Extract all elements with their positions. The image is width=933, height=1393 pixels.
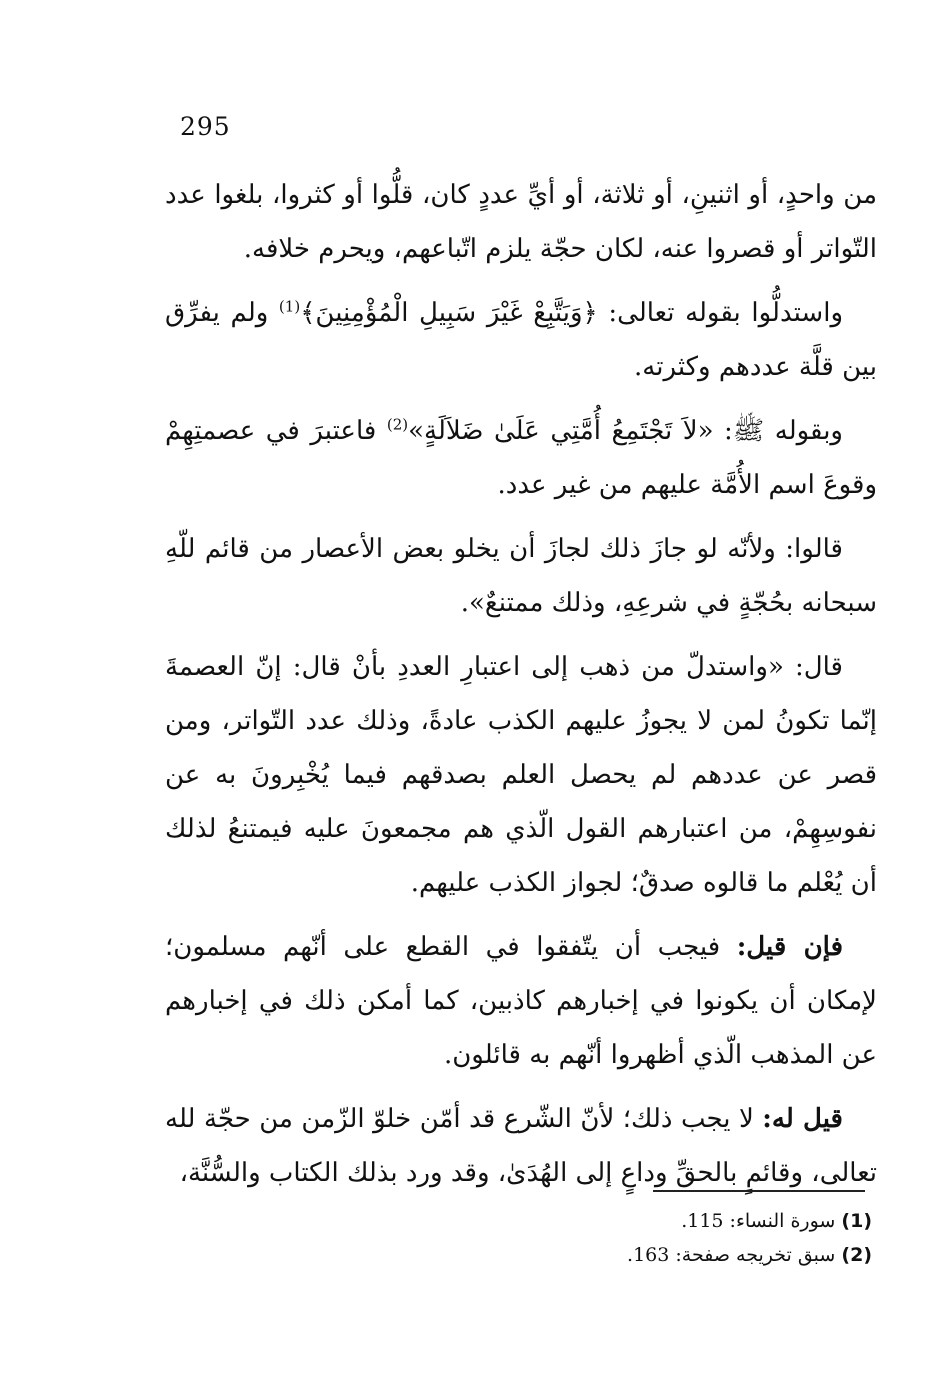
footnote-1	[400, 1204, 872, 1238]
footnote-1-number: (1)	[841, 1210, 872, 1232]
paragraph-1: من واحدٍ، أو اثنينِ، أو ثلاثة، أو أيِّ عددٍ كان، قلُّوا أو كثروا، بلغوا عدد التّواتر أو قصروا عنه، لكان حجّة يلزم اتّباعهم، ويحرم خلافه.	[165, 180, 877, 264]
paragraph-5: قال: «واستدلّ من ذهب إلى اعتبارِ العددِ بأنْ قال: إنّ العصمةَ إنّما تكونُ لمن لا يجوزُ عليهم الكذب عادةً، وذلك عدد التّواتر، ومن قصر عن عددهم لم يحصل العلم بصدقهم فيما يُخْبِرونَ به عن نفوسِهِمْ، من اعتبارهم القول الّذي هم مجمعونَ عليه فيمتنعُ لذلك أن يُعْلم ما قالوه صدقٌ؛ لجواز الكذب عليهم.	[165, 652, 877, 898]
paragraph-2-rest: ولم يفرِّق بين قلَّة عددهم وكثرته.	[165, 298, 877, 382]
paragraph-2-quote: واستدلُّوا بقوله تعالى: ﴿وَيَتَّبِعْ غَيْرَ سَبِيلِ الْمُؤْمِنِينَ﴾	[300, 298, 843, 328]
paragraph-6-lead: فإن قيل:	[736, 932, 844, 962]
footnote-2-number: (2)	[841, 1244, 872, 1266]
paragraph-3-quote: وبقوله ﷺ: «لاَ تَجْتَمِعُ أُمَّتِي عَلَىٰ ضَلاَلَةٍ»	[408, 416, 843, 446]
footnotes	[400, 1204, 872, 1272]
paragraph-4: قالوا: ولأنّه لو جازَ ذلك لجازَ أن يخلو بعض الأعصار من قائم للّهِ سبحانه بحُجّةٍ في شرعِهِ، وذلك ممتنعٌ».	[165, 534, 877, 618]
page-body	[165, 168, 877, 1210]
paragraph-6	[165, 920, 877, 1082]
paragraph-7-text: لا يجب ذلك؛ لأنّ الشّرع قد أمّن خلوّ الزّمن من حجّة لله تعالى، وقائمٍ بالحقِّ وداعٍ إلى الهُدَىٰ، وقد ورد بذلك الكتاب والسُّنَّة،	[165, 1104, 877, 1188]
footnote-ref-2[interactable]: (2)	[386, 415, 409, 434]
footnote-separator	[653, 1190, 865, 1192]
paragraph-7-lead: قيل له:	[762, 1104, 843, 1134]
paragraph-2	[165, 286, 877, 394]
paragraph-3-rest: فاعتبرَ في عصمتِهِمْ وقوعَ اسم الأُمَّة عليهم من غير عدد.	[165, 416, 877, 500]
footnote-2	[400, 1238, 872, 1272]
page-number: 295	[180, 112, 231, 141]
paragraph-7	[165, 1092, 877, 1200]
paragraph-3	[165, 404, 877, 512]
footnote-1-text: سورة النساء: 115.	[681, 1210, 836, 1232]
footnote-2-text: سبق تخريجه صفحة: 163.	[627, 1244, 836, 1266]
footnote-ref-1[interactable]: (1)	[278, 297, 301, 316]
paragraph-6-text: فيجب أن يتّفقوا في القطع على أنّهم مسلمون؛ لإمكان أن يكونوا في إخبارهم كاذبين، كما أمكن ذلك في إخبارهم عن المذهب الّذي أظهروا أنّهم به قائلون.	[165, 932, 877, 1070]
